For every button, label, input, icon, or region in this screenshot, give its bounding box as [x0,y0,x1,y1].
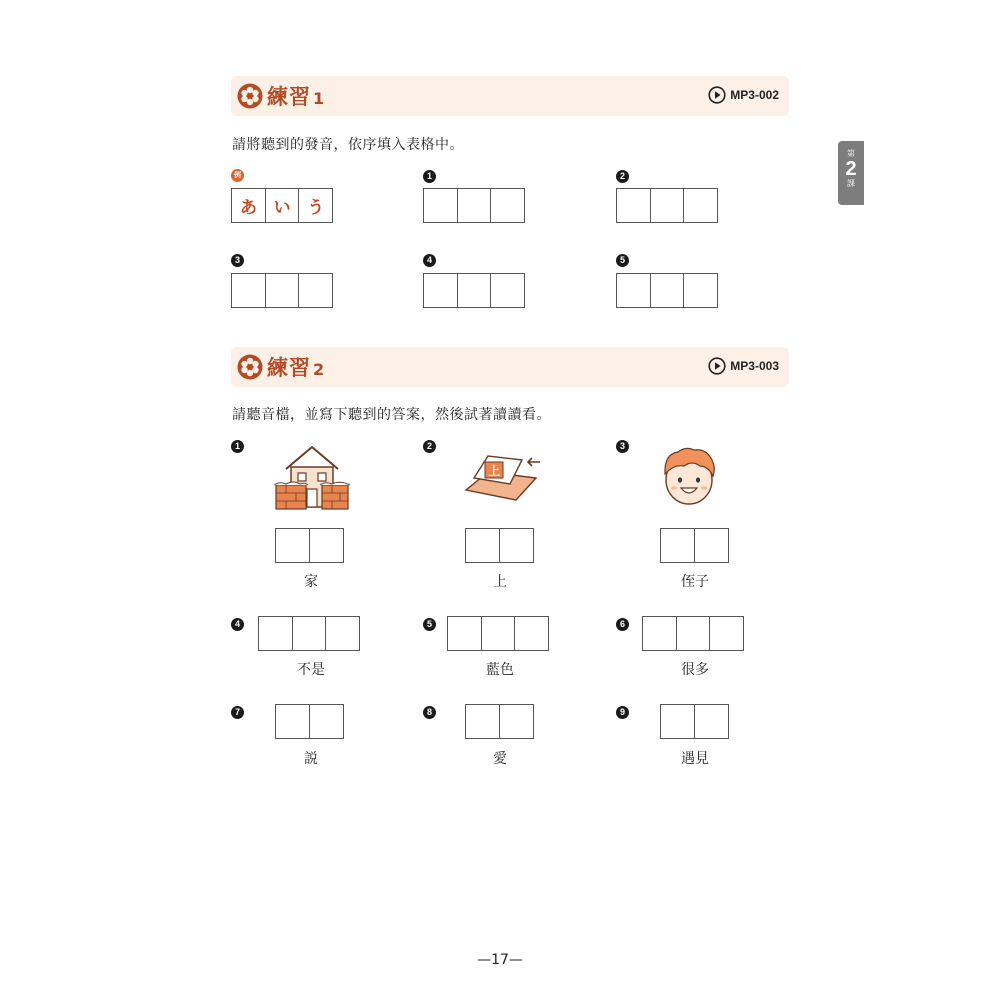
audio-track-label[interactable]: MP3-002 [730,88,779,102]
answer-boxes [231,273,333,308]
paper-on-top-illustration-icon [460,448,544,508]
answer-box[interactable] [709,616,744,651]
item-number: 1 [231,440,244,453]
answer-boxes [275,704,344,739]
play-icon[interactable] [708,86,726,104]
audio-track-2[interactable] [708,357,779,375]
house-illustration-icon [272,443,352,513]
example-char-box: い [265,188,300,223]
exercise-title-text: 練習 [267,356,311,380]
answer-box[interactable] [650,188,685,223]
answer-box[interactable] [514,616,549,651]
answer-box[interactable] [447,616,482,651]
item-number: 7 [231,706,244,719]
answer-box[interactable] [465,528,500,563]
answer-box[interactable] [309,704,344,739]
answer-boxes [642,616,744,651]
audio-track-label[interactable]: MP3-003 [730,359,779,373]
vocab-caption: 説 [304,751,318,767]
illustration-label: 上 [487,464,501,478]
example-char-box: う [298,188,333,223]
lesson-tab-number: 2 [845,158,857,180]
item-number: 4 [231,618,244,631]
exercise-number: 2 [313,360,326,379]
lesson-tab-suffix: 課 [847,179,855,188]
exercise-1-header [231,76,789,116]
answer-box[interactable] [275,528,310,563]
item-number: 5 [423,618,436,631]
example-badge: 例 [231,169,244,182]
boy-face-illustration-icon [656,444,722,510]
exercise-1-title [267,81,325,111]
flower-emblem-icon [237,83,263,109]
answer-boxes [465,704,534,739]
answer-box[interactable] [660,528,695,563]
answer-boxes [258,616,360,651]
vocab-caption: 藍色 [486,662,514,678]
answer-box[interactable] [325,616,360,651]
answer-box[interactable] [457,273,492,308]
item-number: 4 [423,254,436,267]
play-icon[interactable] [708,357,726,375]
answer-box[interactable] [499,528,534,563]
vocab-caption: 很多 [681,662,709,678]
vocab-caption: 不是 [297,662,325,678]
answer-box[interactable] [683,273,718,308]
answer-box[interactable] [683,188,718,223]
answer-box[interactable] [676,616,711,651]
page-number: —17— [477,952,523,968]
answer-box[interactable] [499,704,534,739]
vocab-caption: 上 [493,574,507,590]
item-number: 6 [616,618,629,631]
item-number: 1 [423,170,436,183]
answer-box[interactable] [275,704,310,739]
answer-box[interactable] [309,528,344,563]
flower-emblem-icon [237,354,263,380]
answer-boxes [465,528,534,563]
answer-boxes [423,188,525,223]
answer-box[interactable] [231,273,266,308]
exercise-number: 1 [313,89,326,108]
exercise-title-text: 練習 [267,85,311,109]
answer-box[interactable] [423,188,458,223]
exercise-1-instruction: 請將聽到的發音，依序填入表格中。 [232,137,464,153]
vocab-caption: 家 [304,574,318,590]
answer-box[interactable] [298,273,333,308]
answer-box[interactable] [490,273,525,308]
answer-boxes [660,528,729,563]
example-char-box: あ [231,188,266,223]
answer-box[interactable] [660,704,695,739]
item-number: 9 [616,706,629,719]
item-number: 8 [423,706,436,719]
answer-boxes [616,273,718,308]
answer-boxes [423,273,525,308]
answer-box[interactable] [616,188,651,223]
vocab-caption: 遇見 [681,751,709,767]
item-number: 2 [423,440,436,453]
answer-box[interactable] [265,273,300,308]
item-number: 2 [616,170,629,183]
item-number: 5 [616,254,629,267]
answer-box[interactable] [642,616,677,651]
exercise-2-header [231,347,789,387]
exercise-2-title [267,352,325,382]
audio-track-1[interactable] [708,86,779,104]
vocab-caption: 侄子 [681,574,709,590]
item-number: 3 [231,254,244,267]
answer-box[interactable] [616,273,651,308]
answer-boxes [616,188,718,223]
answer-box[interactable] [423,273,458,308]
vocab-caption: 愛 [493,751,507,767]
item-number: 3 [616,440,629,453]
answer-box[interactable] [258,616,293,651]
exercise-2-instruction: 請聽音檔，並寫下聽到的答案，然後試著讀讀看。 [232,407,551,423]
answer-box[interactable] [694,528,729,563]
answer-boxes [447,616,549,651]
answer-box[interactable] [465,704,500,739]
answer-boxes [275,528,344,563]
answer-box[interactable] [694,704,729,739]
answer-box[interactable] [650,273,685,308]
answer-box[interactable] [490,188,525,223]
answer-boxes [660,704,729,739]
example-boxes [231,188,333,223]
answer-box[interactable] [292,616,327,651]
answer-box[interactable] [457,188,492,223]
answer-box[interactable] [481,616,516,651]
lesson-side-tab[interactable] [838,141,864,205]
lesson-tab-prefix: 第 [847,149,855,158]
